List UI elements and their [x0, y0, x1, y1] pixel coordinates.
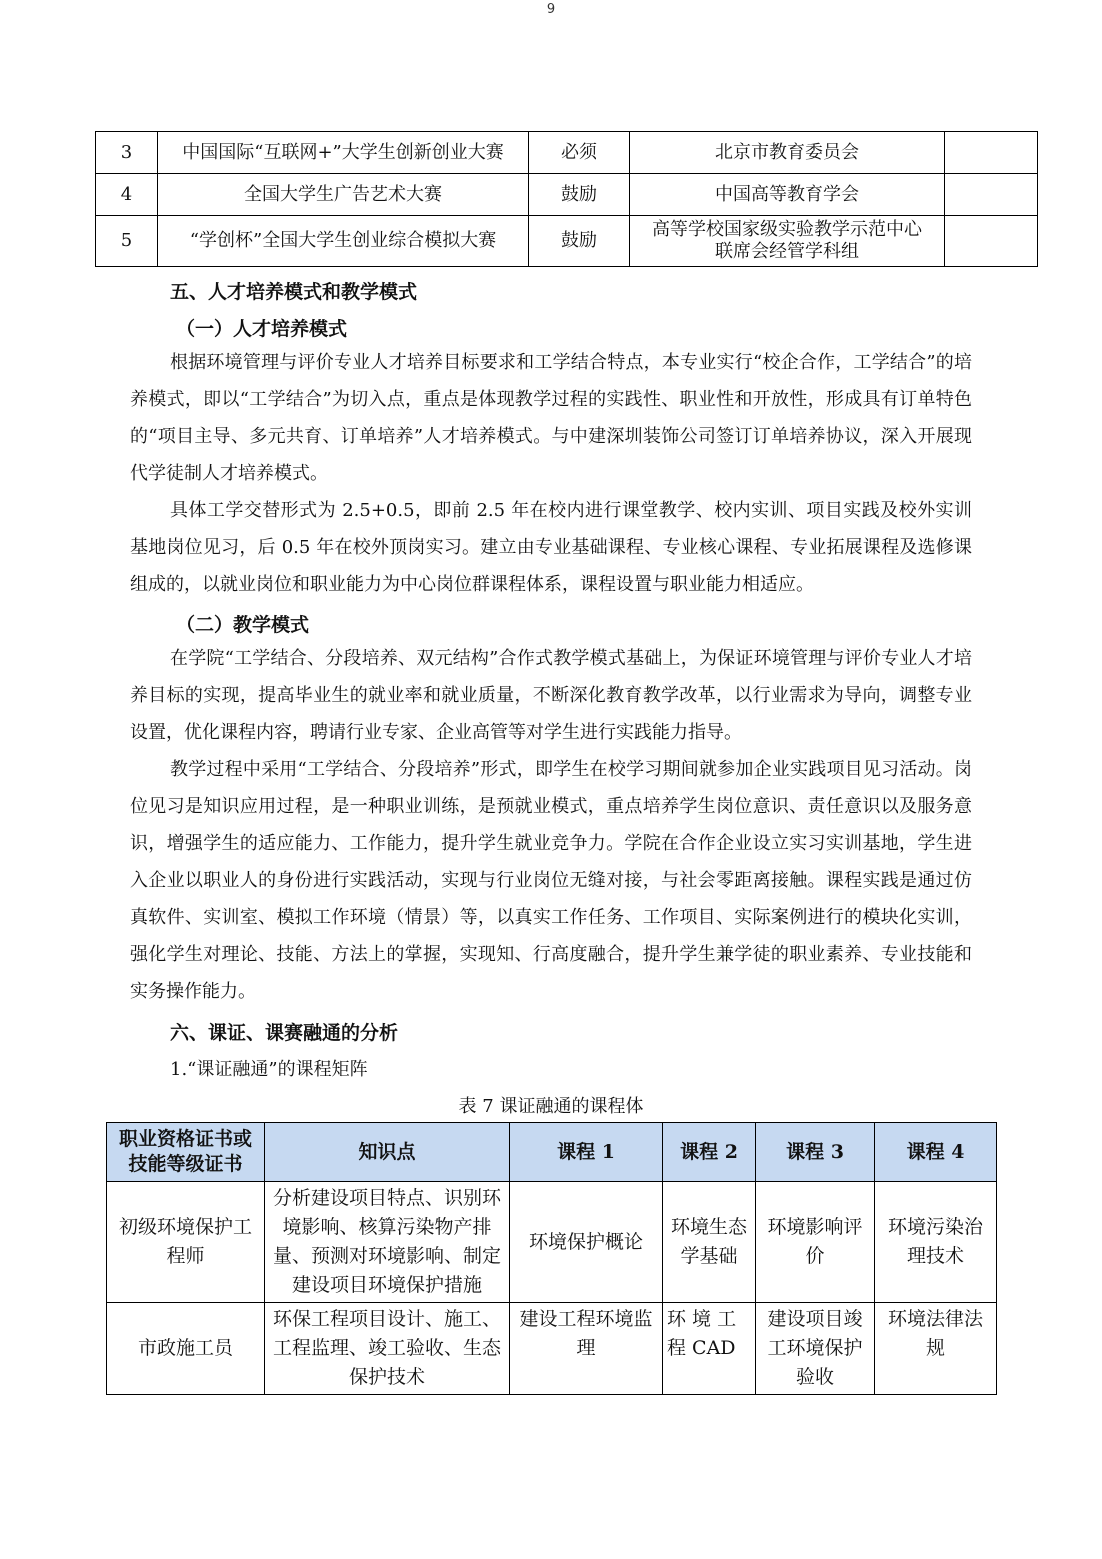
course-4: 环境污染治理技术	[875, 1182, 997, 1303]
column-header: 课程 1	[510, 1123, 663, 1182]
competition-note	[945, 216, 1038, 267]
table-row	[107, 1303, 997, 1395]
course-1: 环境保护概论	[510, 1182, 663, 1303]
paragraph: 具体工学交替形式为 2.5+0.5，即前 2.5 年在校内进行课堂教学、校内实训、项目实践及校外实训基地岗位见习，后 0.5 年在校外顶岗实习。建立由专业基础课程、专业核心课程、专业拓展课程及选修课组成的，以就业岗位和职业能力为中心岗位群课程体系，课程设置与职业能力相适应。	[130, 500, 972, 595]
paragraph: 根据环境管理与评价专业人才培养目标要求和工学结合特点，本专业实行“校企合作，工学结合”的培养模式，即以“工学结合”为切入点，重点是体现教学过程的实践性、职业性和开放性，形成具有订单特色的“项目主导、多元共育、订单培养”人才培养模式。与中建深圳装饰公司签订订单培养协议，深入开展现代学徒制人才培养模式。	[130, 352, 972, 484]
subsection-2-heading: （二）教学模式	[176, 614, 310, 636]
page-number: 9	[546, 2, 556, 17]
subsection-1-heading: （一）人才培养模式	[176, 318, 348, 340]
paragraph: 在学院“工学结合、分段培养、双元结构”合作式教学模式基础上，为保证环境管理与评价专业人才培养目标的实现，提高毕业生的就业率和就业质量，不断深化教育教学改革，以行业需求为导向，调整专业设置，优化课程内容，聘请行业专家、企业高管等对学生进行实践能力指导。	[130, 648, 972, 743]
column-header: 知识点	[265, 1123, 510, 1182]
competition-name: “学创杯”全国大学生创业综合模拟大赛	[158, 216, 529, 267]
column-header: 课程 2	[663, 1123, 756, 1182]
competition-organizer	[630, 216, 945, 267]
row-number: 4	[96, 174, 158, 216]
table-row	[96, 132, 1038, 174]
knowledge-points: 分析建设项目特点、识别环境影响、核算污染物产排量、预测对环境影响、制定建设项目环境保护措施	[265, 1182, 510, 1303]
certificate-name: 初级环境保护工程师	[107, 1182, 265, 1303]
column-header: 职业资格证书或技能等级证书	[107, 1123, 265, 1182]
competition-level: 鼓励	[529, 174, 630, 216]
competition-organizer: 北京市教育委员会	[630, 132, 945, 174]
table-caption: 表 7 课证融通的课程体	[458, 1096, 644, 1117]
organizer-line-2: 联席会经管学科组	[715, 241, 859, 262]
course-3: 建设项目竣工环境保护验收	[756, 1303, 875, 1395]
section-6-heading: 六、课证、课赛融通的分析	[170, 1022, 399, 1044]
competition-name: 中国国际“互联网+”大学生创新创业大赛	[158, 132, 529, 174]
course-certificate-table	[106, 1122, 997, 1395]
column-header: 课程 4	[875, 1123, 997, 1182]
section-5-heading: 五、人才培养模式和教学模式	[170, 281, 418, 303]
course-1: 建设工程环境监理	[510, 1303, 663, 1395]
row-number: 5	[96, 216, 158, 267]
competition-level: 必须	[529, 132, 630, 174]
competition-note	[945, 132, 1038, 174]
knowledge-points: 环保工程项目设计、施工、工程监理、竣工验收、生态保护技术	[265, 1303, 510, 1395]
course-3: 环境影响评价	[756, 1182, 875, 1303]
table-row	[107, 1182, 997, 1303]
certificate-name: 市政施工员	[107, 1303, 265, 1395]
competition-name: 全国大学生广告艺术大赛	[158, 174, 529, 216]
paragraph: 教学过程中采用“工学结合、分段培养”形式，即学生在校学习期间就参加企业实践项目见习活动。岗位见习是知识应用过程，是一种职业训练，是预就业模式，重点培养学生岗位意识、责任意识以及服务意识，增强学生的适应能力、工作能力，提升学生就业竞争力。学院在合作企业设立实习实训基地，学生进入企业以职业人的身份进行实践活动，实现与行业岗位无缝对接，与社会零距离接触。课程实践是通过仿真软件、实训室、模拟工作环境（情景）等，以真实工作任务、工作项目、实际案例进行的模块化实训，强化学生对理论、技能、方法上的掌握，实现知、行高度融合，提升学生兼学徒的职业素养、专业技能和实务操作能力。	[130, 759, 972, 1002]
table-header-row	[107, 1123, 997, 1182]
table-row	[96, 216, 1038, 267]
organizer-line-1: 高等学校国家级实验教学示范中心	[652, 219, 922, 240]
list-item-label: 1.“课证融通”的课程矩阵	[170, 1059, 368, 1080]
competition-level: 鼓励	[529, 216, 630, 267]
course-2: 环 境 工 程 CAD	[663, 1303, 756, 1395]
table-row	[96, 174, 1038, 216]
row-number: 3	[96, 132, 158, 174]
course-4: 环境法律法规	[875, 1303, 997, 1395]
competition-organizer: 中国高等教育学会	[630, 174, 945, 216]
competition-table	[95, 131, 1038, 267]
competition-note	[945, 174, 1038, 216]
column-header: 课程 3	[756, 1123, 875, 1182]
course-2: 环境生态学基础	[663, 1182, 756, 1303]
